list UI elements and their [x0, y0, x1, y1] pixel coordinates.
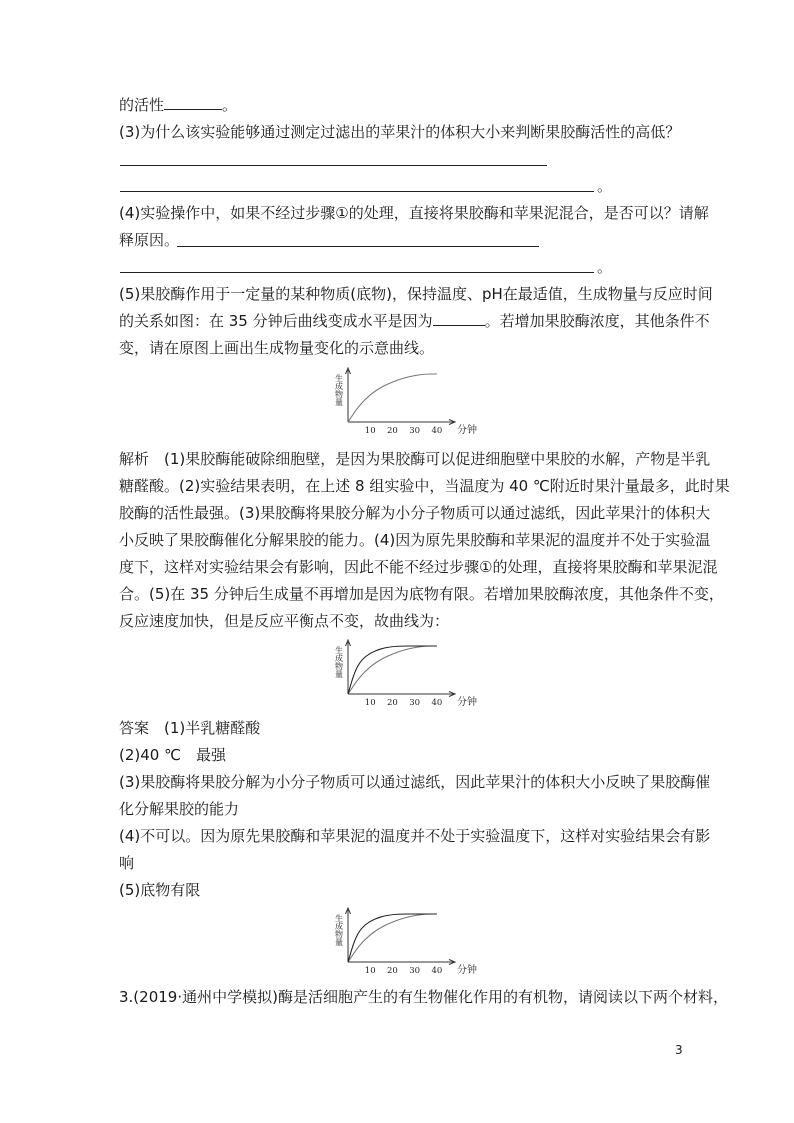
x-tick-label: 30 — [409, 698, 421, 708]
x-tick-label: 40 — [431, 966, 443, 976]
next-question: 3.(2019·通州中学模拟)酶是活细胞产生的有生物催化作用的有机物，请阅读以下两个材料， — [119, 988, 728, 1006]
chart-analysis — [326, 638, 477, 708]
x-tick-label: 20 — [387, 698, 398, 708]
analysis-line: 小反映了果胶酶催化分解果胶的能力。(4)因为原先果胶酶和苹果泥的温度并不处于实验温 — [119, 531, 711, 549]
q3-text: (3)为什么该实验能够通过测定过滤出的苹果汁的体积大小来判断果胶酶活性的高低？ — [119, 123, 681, 141]
q4-end: 。 — [597, 258, 613, 276]
analysis-line: 糖醛酸。(2)实验结果表明，在上述 8 组实验中，当温度为 40 ℃附近时果汁量最多，此时果 — [119, 477, 730, 495]
q4-line1: (4)实验操作中，如果不经过步骤①的处理，直接将果胶酶和苹果泥混合，是否可以？请解 — [119, 204, 709, 222]
x-tick-label: 30 — [409, 426, 421, 436]
x-tick-label: 40 — [431, 426, 443, 436]
q5-line2-a: 的关系如图：在 35 分钟后曲线变成水平是因为 — [119, 312, 433, 330]
chart-answer — [326, 906, 477, 976]
y-axis-label: 生成物量 — [334, 374, 344, 406]
chart-analysis-svg — [326, 638, 477, 708]
answer-blank — [164, 95, 222, 110]
chart-question-svg — [326, 366, 477, 436]
series-line-1 — [348, 914, 437, 962]
answer-line: 答案 (1)半乳糖醛酸 — [119, 719, 261, 737]
answer-line: (5)底物有限 — [119, 881, 201, 899]
x-tick-label: 30 — [409, 966, 421, 976]
q5-line3: 变，请在原图上画出生成物量变化的示意曲线。 — [119, 339, 435, 357]
series-line-2 — [348, 914, 437, 962]
answer-line: 响 — [119, 854, 135, 872]
answer-rule — [120, 191, 594, 192]
analysis-line: 合。(5)在 35 分钟后生成量不再增加是因为底物有限。若增加果胶酶浓度，其他条件不变， — [119, 585, 724, 603]
y-axis-label: 生成物量 — [334, 646, 344, 678]
analysis-line: 反应速度加快，但是反应平衡点不变，故曲线为： — [119, 612, 450, 630]
q2-tail-line — [119, 95, 679, 115]
x-axis-label: 分钟 — [457, 425, 477, 436]
chart-answer-svg — [326, 906, 477, 976]
answer-line: (4)不可以。因为原先果胶酶和苹果泥的温度并不处于实验温度下，这样对实验结果会有影 — [119, 827, 711, 845]
q5-line2 — [119, 311, 710, 331]
answer-line: (3)果胶酶将果胶分解为小分子物质可以通过滤纸，因此苹果汁的体积大小反映了果胶酶催 — [119, 773, 711, 791]
x-axis-label: 分钟 — [457, 965, 477, 976]
y-axis-label: 生成物量 — [334, 914, 344, 946]
answer-line: 化分解果胶的能力 — [119, 800, 240, 818]
q5-line1: (5)果胶酶作用于一定量的某种物质(底物)，保持温度、pH在最适值，生成物量与反应时间 — [119, 285, 713, 303]
answer-rule — [120, 165, 547, 166]
x-tick-label: 10 — [364, 966, 376, 976]
x-tick-label: 40 — [431, 698, 443, 708]
q2-tail-end: 。 — [222, 96, 238, 114]
chart-question — [326, 366, 477, 436]
answer-blank — [433, 311, 485, 326]
x-tick-label: 10 — [364, 698, 376, 708]
analysis-line: 度下，这样对实验结果会有影响，因此不能不经过步骤①的处理，直接将果胶酶和苹果泥混 — [119, 558, 718, 576]
x-tick-label: 20 — [387, 966, 398, 976]
q5-line2-b: 。若增加果胶酶浓度，其他条件不 — [484, 312, 710, 330]
analysis-line: 胶酶的活性最强。(3)果胶酶将果胶分解为小分子物质可以通过滤纸，因此苹果汁的体积大 — [119, 504, 711, 522]
q4-line2 — [119, 230, 679, 250]
page-number: 3 — [675, 1043, 683, 1057]
series-line-2 — [348, 646, 437, 694]
answer-line: (2)40 ℃ 最强 — [119, 746, 226, 764]
answer-rule — [177, 246, 539, 247]
q2-tail-text: 的活性 — [119, 96, 165, 114]
q4-line2-text: 释原因。 — [119, 231, 180, 249]
x-axis-label: 分钟 — [457, 697, 477, 708]
q3-end: 。 — [597, 177, 613, 195]
x-tick-label: 10 — [364, 426, 376, 436]
series-line-1 — [348, 374, 437, 422]
x-tick-label: 20 — [387, 426, 398, 436]
answer-rule — [120, 272, 594, 273]
analysis-line: 解析 (1)果胶酶能破除细胞壁，是因为果胶酶可以促进细胞壁中果胶的水解，产物是半乳 — [119, 450, 711, 468]
series-line-1 — [348, 646, 437, 694]
